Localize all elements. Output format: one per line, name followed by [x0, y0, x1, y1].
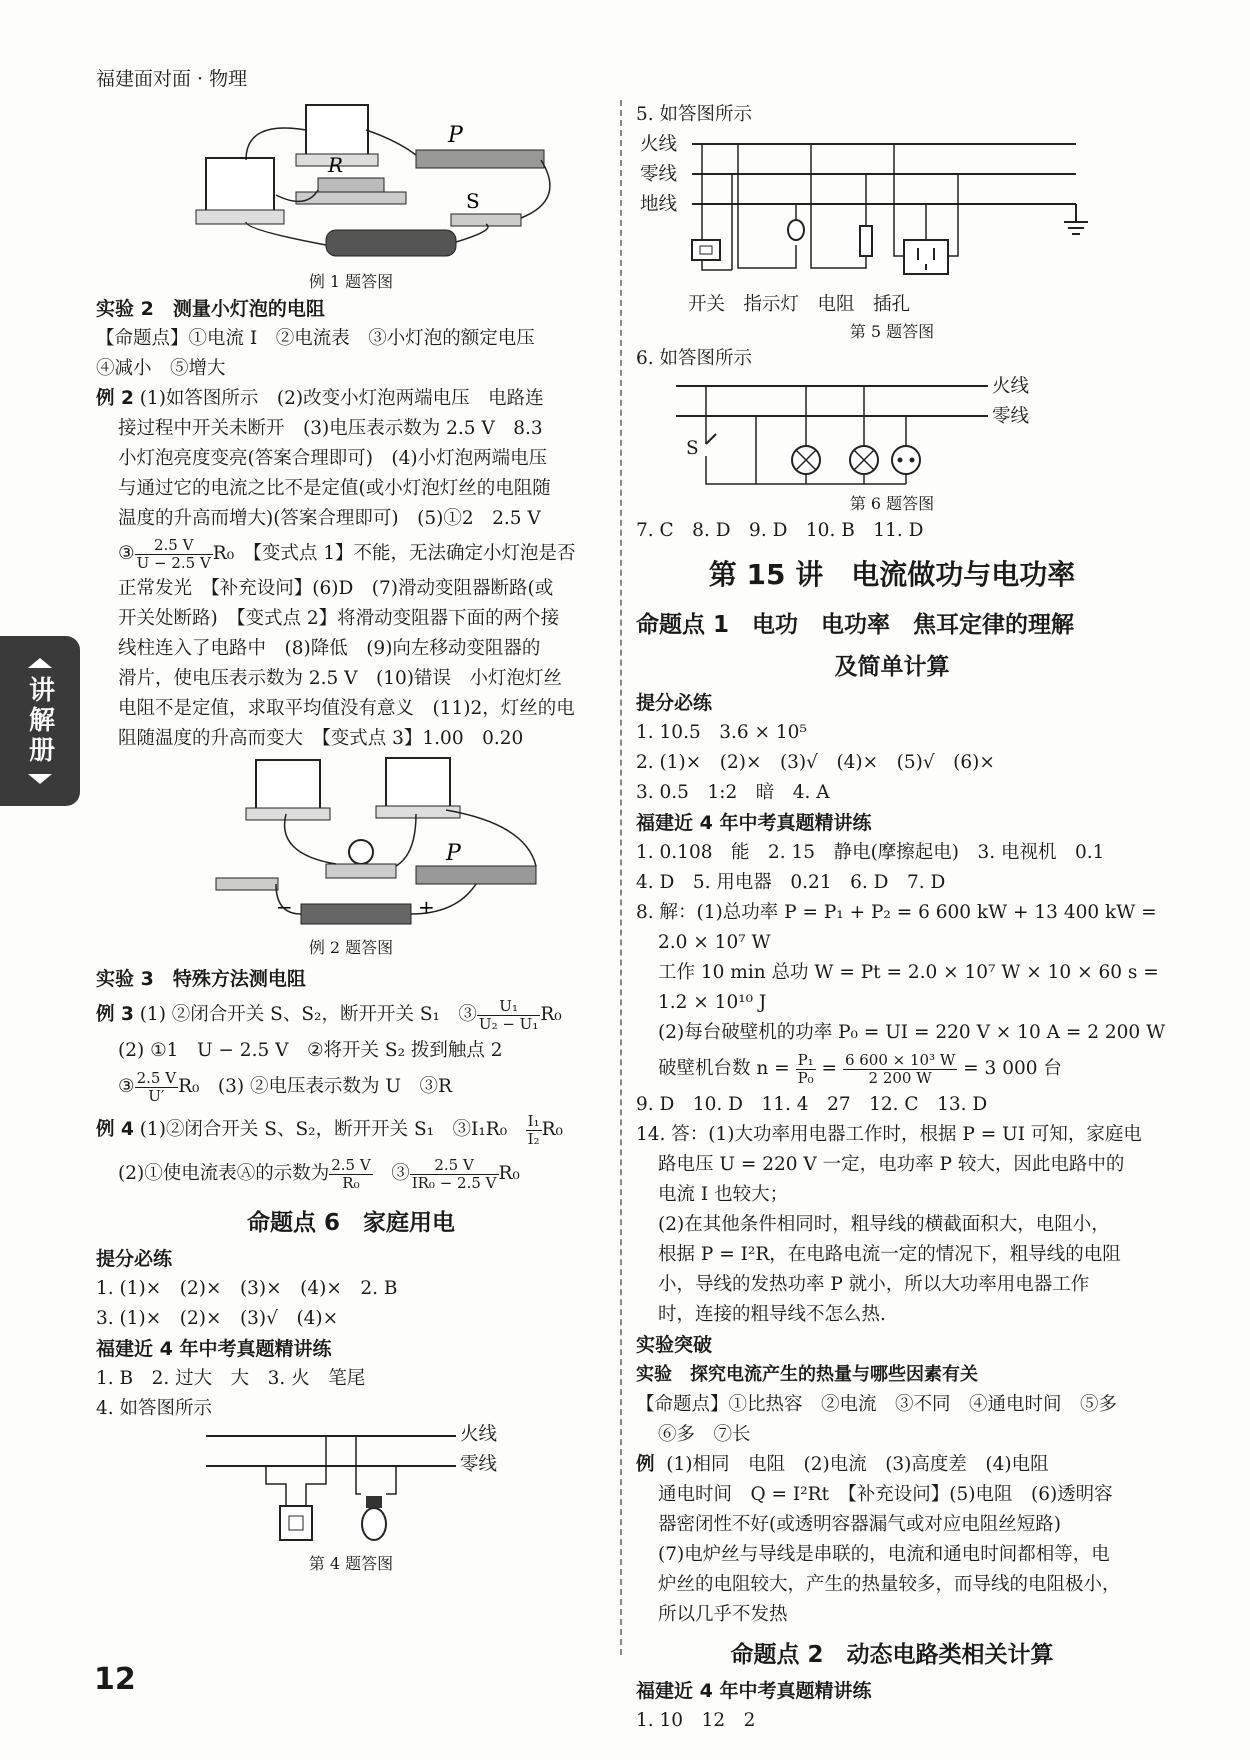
ex3-line-1-pre: (1) ②闭合开关 S、S₂，断开开关 S₁ ③ [139, 1004, 477, 1025]
tf-left-line-2: 3. (1)× (2)× (3)√ (4)× [96, 1308, 339, 1329]
exp3-title: 实验 3 特殊方法测电阻 [96, 968, 306, 990]
fig6-caption: 第 6 题答图 [849, 494, 935, 513]
ex2-line-3: 小灯泡亮度变亮(答案合理即可) (4)小灯泡两端电压 [118, 448, 548, 469]
ex2-line-9: 线柱连入了电路中 (8)降低 (9)向左移动变阻器的 [118, 638, 541, 659]
q8-frac2-num: 6 600 × 10³ W [844, 1050, 956, 1069]
q14-line-4: (2)在其他条件相同时，粗导线的横截面积大，电阻小， [658, 1214, 1110, 1235]
fig5-zero-label: 零线 [640, 164, 678, 185]
fj2-line-1: 1. 10 12 2 [636, 1710, 756, 1731]
ex3-frac1-den: U₂ − U₁ [478, 1014, 539, 1033]
tf-left-line-1: 1. (1)× (2)× (3)× (4)× 2. B [96, 1278, 398, 1299]
exp2-title: 实验 2 测量小灯泡的电阻 [96, 298, 325, 320]
ex3-frac1-num: U₁ [477, 998, 540, 1016]
fig6-wiring-diagram [636, 374, 1148, 492]
ex-line-2: 通电时间 Q = I²Rt 【补充设问】(5)电阻 (6)透明容 [658, 1484, 1113, 1505]
side-tab-label: 讲解册 [24, 676, 55, 766]
ex4-fraction-3 [410, 1157, 499, 1192]
ex4-fraction-1 [526, 1113, 542, 1148]
ex4-line-1-post: R₀ [541, 1119, 563, 1140]
fig6-switch-label: S [686, 438, 699, 459]
ex4-line-2-mid: ③ [372, 1163, 410, 1184]
ex2-line-6-post: R₀ 【变式点 1】不能，无法确定小灯泡是否 [212, 543, 576, 564]
column-divider [620, 100, 622, 1655]
ex4-frac3-num: 2.5 V [410, 1157, 499, 1175]
ex4-line-2-post: R₀ [498, 1163, 520, 1184]
fig2-caption: 例 2 题答图 [308, 938, 394, 957]
q8-frac1-num: P₁ [797, 1050, 814, 1069]
q8-line-3: 工作 10 min 总功 W = Pt = 2.0 × 10⁷ W × 10 × 60 s = [658, 962, 1159, 983]
exp-heat-title: 实验 探究电流产生的热量与哪些因素有关 [636, 1364, 978, 1385]
tf-right-line-3: 3. 0.5 1:2 暗 4. A [636, 782, 830, 803]
ex4-fraction-2 [329, 1157, 372, 1192]
q14-line-1: 14. 答：(1)大功率用电器工作时，根据 P = UI 可知，家庭电 [636, 1124, 1142, 1145]
fj-left-line-1: 1. B 2. 过大 大 3. 火 笔尾 [96, 1368, 366, 1389]
q9-13-line: 9. D 10. D 11. 4 27 12. C 13. D [636, 1094, 988, 1115]
topic2-title: 命题点 2 动态电路类相关计算 [730, 1642, 1054, 1668]
ex2-label: 例 2 [96, 388, 134, 409]
ex4-frac2-den: R₀ [342, 1173, 360, 1192]
ex3-line-3-pre: ③ [118, 1076, 135, 1097]
left-column [96, 100, 606, 1576]
q5-line: 5. 如答图所示 [636, 104, 753, 125]
svg-text:P: P [448, 123, 463, 148]
fig5-caption: 第 5 题答图 [849, 322, 935, 341]
q8-line-6-post: = 3 000 台 [957, 1058, 1062, 1079]
tf-title-right: 提分必练 [636, 692, 713, 714]
ex-line-3: 器密闭性不好(或透明容器漏气或对应电阻丝短路) [658, 1514, 1061, 1535]
ex2-line-10: 滑片，使电压表示数为 2.5 V (10)错误 小灯泡灯丝 [118, 668, 563, 689]
exp-break-title: 实验突破 [636, 1334, 713, 1356]
fig6-zero-label: 零线 [992, 406, 1030, 427]
fig5-fire-label: 火线 [640, 134, 678, 155]
q14-line-3: 电流 I 也较大； [658, 1184, 789, 1205]
ex3-line-2: (2) ①1 U − 2.5 V ②将开关 S₂ 拨到触点 2 [118, 1040, 503, 1061]
q14-line-7: 时，连接的粗导线不怎么热. [658, 1304, 886, 1325]
fig4-zero-line-label: 零线 [460, 1454, 498, 1475]
svg-text:−: − [276, 895, 293, 919]
ex-line-1: (1)相同 电阻 (2)电流 (3)高度差 (4)电阻 [666, 1454, 1049, 1475]
q8-fraction-2 [843, 1052, 957, 1087]
exp2-points-2: ④减小 ⑤增大 [96, 358, 226, 379]
tf-right-line-2: 2. (1)× (2)× (3)√ (4)× (5)√ (6)× [636, 752, 995, 773]
tab-arrow-up-icon [28, 658, 52, 668]
ex2-line-11: 电阻不是定值，求取平均值没有意义 (11)2，灯丝的电 [118, 698, 575, 719]
fig1-circuit-diagram [96, 100, 606, 270]
ex4-label: 例 4 [96, 1119, 134, 1140]
ex-line-6: 所以几乎不发热 [658, 1604, 788, 1625]
fj-right-line-1: 1. 0.108 能 2. 15 静电(摩擦起电) 3. 电视机 0.1 [636, 842, 1105, 863]
ex4-line-2-pre: (2)①使电流表Ⓐ的示数为 [118, 1163, 330, 1184]
fig4-wiring-diagram [96, 1424, 606, 1552]
tf-title-left: 提分必练 [96, 1248, 173, 1270]
ex4-line-1-pre: (1)②闭合开关 S、S₂，断开开关 S₁ ③I₁R₀ [139, 1119, 526, 1140]
fig5-wiring-drawing [636, 130, 1148, 290]
q8-line-4: 1.2 × 10¹⁰ J [658, 992, 767, 1013]
exp-points-1: 【命题点】①比热容 ②电流 ③不同 ④通电时间 ⑤多 [636, 1394, 1118, 1415]
fj-title-left: 福建近 4 年中考真题精讲练 [96, 1338, 332, 1360]
exp-points-2: ⑥多 ⑦长 [658, 1424, 751, 1445]
fig1-caption: 例 1 题答图 [308, 272, 394, 291]
q14-line-2: 路电压 U = 220 V 一定，电功率 P 较大，因此电路中的 [658, 1154, 1125, 1175]
svg-text:R: R [328, 153, 344, 177]
fig4-wiring-drawing [96, 1424, 606, 1552]
q8-line-6-pre: 破壁机台数 n = [658, 1058, 796, 1079]
ex3-fraction-2 [135, 1070, 178, 1105]
ex2-line-2: 接过程中开关未断开 (3)电压表示数为 2.5 V 8.3 [118, 418, 543, 439]
svg-text:P: P [446, 841, 461, 866]
fig5-component-labels: 开关 指示灯 电阻 插孔 [688, 294, 911, 315]
ex2-fraction [135, 537, 213, 572]
side-tab[interactable] [0, 636, 80, 806]
q8-line-2: 2.0 × 10⁷ W [658, 932, 771, 953]
q14-line-6: 小，导线的发热功率 P 就小，所以大功率用电器工作 [658, 1274, 1090, 1295]
ex4-frac1-den: I₂ [527, 1129, 540, 1148]
fig5-wiring-diagram [636, 130, 1148, 290]
page-number: 12 [94, 1662, 136, 1697]
q8-line-5: (2)每台破壁机的功率 P₀ = UI = 220 V × 10 A = 2 200 W [658, 1022, 1166, 1043]
ex3-frac2-num: 2.5 V [136, 1068, 177, 1087]
ex4-frac3-den: IR₀ − 2.5 V [411, 1173, 497, 1192]
q8-fraction-1 [796, 1052, 816, 1087]
q8-line-6-eq: = [815, 1058, 843, 1079]
ex2-line-4: 与通过它的电流之比不是定值(或小灯泡灯丝的电阻随 [118, 478, 551, 499]
ex4-frac2-num: 2.5 V [331, 1155, 371, 1174]
fig4-caption: 第 4 题答图 [308, 1554, 394, 1573]
fig5-ground-label: 地线 [640, 194, 678, 215]
fj2-title: 福建近 4 年中考真题精讲练 [636, 1680, 872, 1702]
q14-line-5: 根据 P = I²R，在电路电流一定的情况下，粗导线的电阻 [658, 1244, 1121, 1265]
ex3-fraction-1 [477, 998, 540, 1033]
ex3-frac2-den: U′ [148, 1086, 165, 1105]
fig6-fire-label: 火线 [992, 376, 1030, 397]
ex3-line-3-post: R₀ (3) ②电压表示数为 U ③R [178, 1076, 452, 1097]
svg-text:S: S [466, 189, 480, 213]
running-header: 福建面对面 · 物理 [96, 68, 248, 90]
ex-label: 例 [636, 1454, 655, 1475]
ex-line-5: 炉丝的电阻较大，产生的热量较多，而导线的电阻极小， [658, 1574, 1121, 1595]
svg-text:+: + [418, 895, 435, 919]
q6-line: 6. 如答图所示 [636, 348, 753, 369]
topic1-title-line-2: 及简单计算 [834, 654, 950, 680]
topic1-title-line-1: 命题点 1 电功 电功率 焦耳定律的理解 [636, 612, 1075, 638]
lecture15-title: 第 15 讲 电流做功与电功率 [708, 558, 1076, 591]
ex4-frac1-num: I₁ [527, 1111, 540, 1130]
tab-arrow-down-icon [28, 774, 52, 784]
fig6-wiring-drawing [636, 374, 1148, 492]
fj-title-right: 福建近 4 年中考真题精讲练 [636, 812, 872, 834]
ex2-frac-den: U − 2.5 V [136, 553, 211, 572]
ex2-line-1: (1)如答图所示 (2)改变小灯泡两端电压 电路连 [139, 388, 544, 409]
tf-right-line-1: 1. 10.5 3.6 × 10⁵ [636, 722, 807, 743]
topic6-title: 命题点 6 家庭用电 [246, 1210, 455, 1236]
ex3-label: 例 3 [96, 1004, 134, 1025]
right-column [636, 100, 1166, 1736]
exp2-points-1: 【命题点】①电流 I ②电流表 ③小灯泡的额定电压 [96, 328, 535, 349]
ex2-line-12: 阻随温度的升高而变大 【变式点 3】1.00 0.20 [118, 728, 524, 749]
ex2-line-8: 开关处断路) 【变式点 2】将滑动变阻器下面的两个接 [118, 608, 560, 629]
ex3-line-1-post: R₀ [540, 1004, 562, 1025]
ex-line-4: (7)电炉丝与导线是串联的，电流和通电时间都相等，电 [658, 1544, 1110, 1565]
ex2-line-5: 温度的升高而增大)(答案合理即可) (5)①2 2.5 V [118, 508, 541, 529]
q8-frac1-den: P₀ [797, 1068, 814, 1087]
fj-left-line-2: 4. 如答图所示 [96, 1398, 213, 1419]
q8-frac2-den: 2 200 W [868, 1068, 932, 1087]
ex2-frac-num: 2.5 V [135, 537, 213, 555]
ex2-line-6-pre: ③ [118, 543, 135, 564]
q8-line-1: 8. 解：(1)总功率 P = P₁ + P₂ = 6 600 kW + 13 400 kW = [636, 902, 1157, 923]
fig2-circuit-diagram [96, 754, 606, 936]
ex2-line-7: 正常发光 【补充设问】(6)D (7)滑动变阻器断路(或 [118, 578, 554, 599]
fig4-fire-line-label: 火线 [460, 1424, 498, 1445]
q7-11-line: 7. C 8. D 9. D 10. B 11. D [636, 520, 924, 541]
fj-right-line-2: 4. D 5. 用电器 0.21 6. D 7. D [636, 872, 946, 893]
